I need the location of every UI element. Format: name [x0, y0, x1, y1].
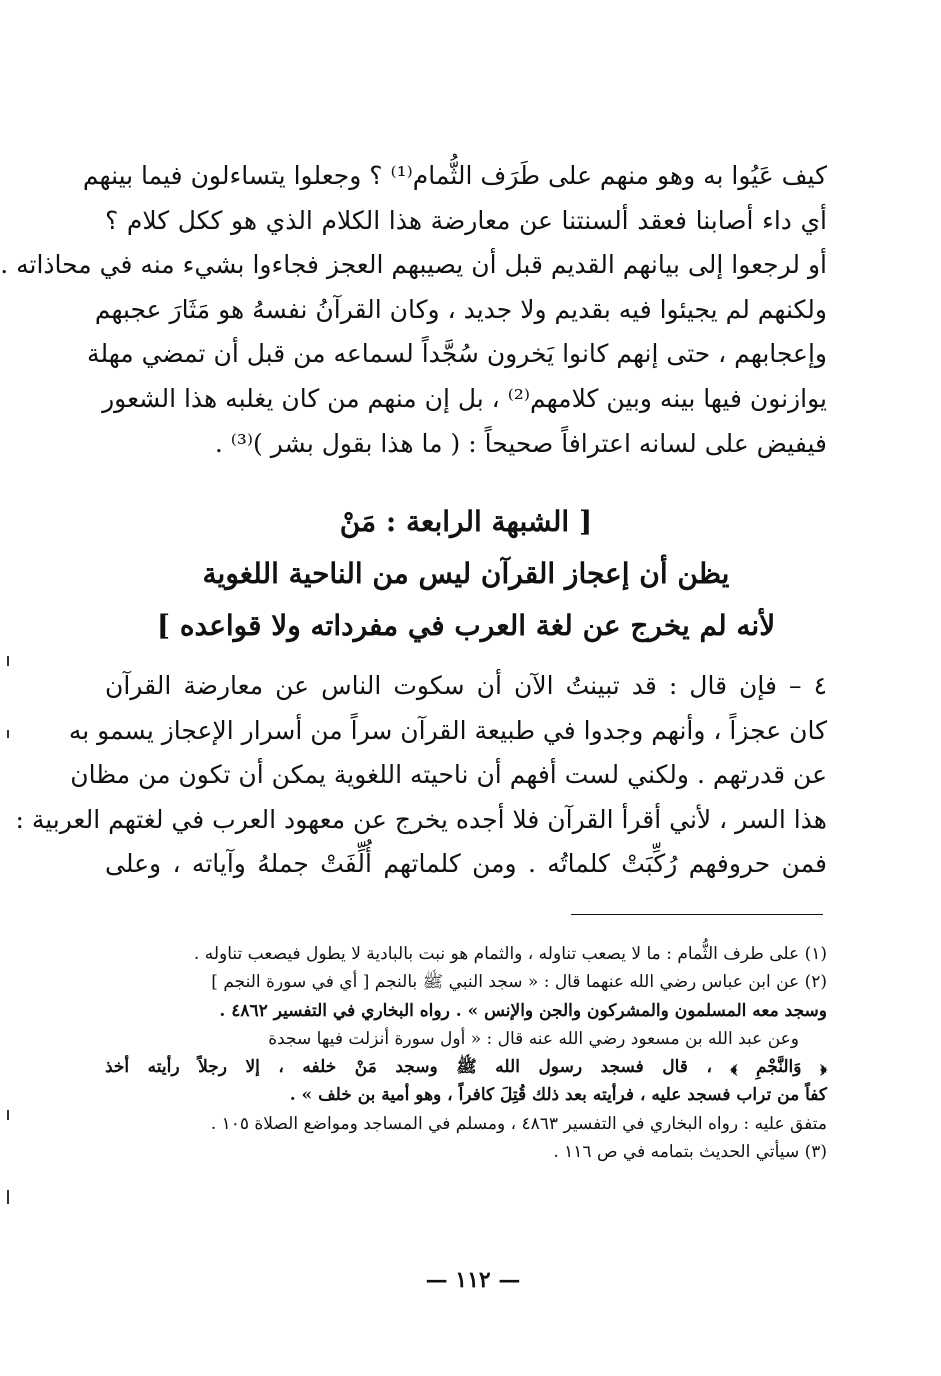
footnote-line: كفاً من تراب فسجد عليه ، فرأيته بعد ذلك قُتِلَ كافراً ، وهو أمية بن خلف » . [289, 1085, 827, 1106]
footnote-separator [571, 914, 823, 915]
footnote-line: متفق عليه : رواه البخاري في التفسير ٤٨٦٣ ، ومسلم في المساجد ومواضع الصلاة ١٠٥ . [210, 1113, 827, 1134]
section-paragraph [15, 664, 827, 887]
heading-line: لأنه لم يخرج عن لغة العرب في مفرداته ولا قواعده ] [156, 609, 776, 642]
body-paragraph [0, 154, 827, 466]
scan-margin-mark [7, 656, 9, 666]
scan-margin-mark [7, 1110, 9, 1120]
footnote-line: (٣) سيأتي الحديث بتمامه في ص ١١٦ . [553, 1142, 827, 1163]
footnote-line: (١) على طرف الثُّمام : ما لا يصعب تناوله ، والثمام هو نبت بالبادية لا يطول فيصعب تناوله . [193, 944, 827, 964]
section-line: ٤ – فإن قال : قد تبينتُ الآن أن سكوت الناس عن معارضة القرآن [105, 671, 827, 700]
footnote-line: وعن عبد الله بن مسعود رضي الله عنه قال : « أول سورة أنزلت فيها سجدة [268, 1028, 799, 1049]
scan-margin-mark [7, 730, 9, 738]
body-line: فيفيض على لسانه اعترافاً صحيحاً : ( ما هذا بقول بشر )⁽³⁾ . [214, 428, 827, 458]
footnotes [105, 940, 827, 1166]
body-line: يوازنون فيها بينه وبين كلامهم⁽²⁾ ، بل إن منهم من كان يغلبه هذا الشعور [102, 383, 827, 413]
body-line: ولكنهم لم يجيئوا فيه بقديم ولا جديد ، وكان القرآنُ نفسهُ هو مَثَارَ عجبهم [94, 294, 827, 324]
section-line: كان عجزاً ، وأنهم وجدوا في طبيعة القرآن سراً من أسرار الإعجاز يسمو به [68, 715, 827, 745]
footnote-line: (٢) عن ابن عباس رضي الله عنهما قال : « سجد النبي ﷺ بالنجم [ أي في سورة النجم ] [211, 972, 827, 993]
body-line: أي داء أصابنا فعقد ألسنتنا عن معارضة هذا الكلام الذي هو ككل كلام ؟ [105, 205, 827, 235]
section-line: فمن حروفهم رُكِّبَتْ كلماتُه . ومن كلماتهم أُلِّفَتْ جملهُ وآياته ، وعلى [105, 849, 827, 879]
body-line: وإعجابهم ، حتى إنهم كانوا يَخرون سُجَّداً لسماعه من قبل أن تمضي مهلة [87, 339, 827, 369]
section-heading [105, 496, 827, 652]
page-number: — ١١٢ — [425, 1267, 521, 1293]
scan-margin-mark [7, 1190, 9, 1204]
section-line: عن قدرتهم . ولكني لست أفهم أن ناحيته اللغوية يمكن أن تكون من مظان [70, 760, 827, 790]
heading-line: يظن أن إعجاز القرآن ليس من الناحية اللغوية [202, 557, 730, 590]
body-line: كيف عَيُوا به وهو منهم على طَرَف الثُّمام⁽¹⁾ ؟ وجعلوا يتساءلون فيما بينهم [82, 161, 827, 190]
footnote-line: ﴿ وَالنَّجْمِ ﴾ ، قال فسجد رسول الله ﷺ وسجد مَنْ خلفه ، إلا رجلاً رأيته أخذ [105, 1057, 827, 1078]
footnote-line: وسجد معه المسلمون والمشركون والجن والإنس » . رواه البخاري في التفسير ٤٨٦٢ . [219, 1000, 827, 1021]
heading-line: [ الشبهة الرابعة : مَنْ [339, 505, 593, 538]
section-line: هذا السر ، لأني أقرأ القرآن فلا أجده يخرج عن معهود العرب في لغتهم العربية : [15, 804, 827, 834]
body-line: أو لرجعوا إلى بيانهم القديم قبل أن يصيبهم العجز فجاءوا بشيء منه في محاذاته . [0, 250, 827, 280]
